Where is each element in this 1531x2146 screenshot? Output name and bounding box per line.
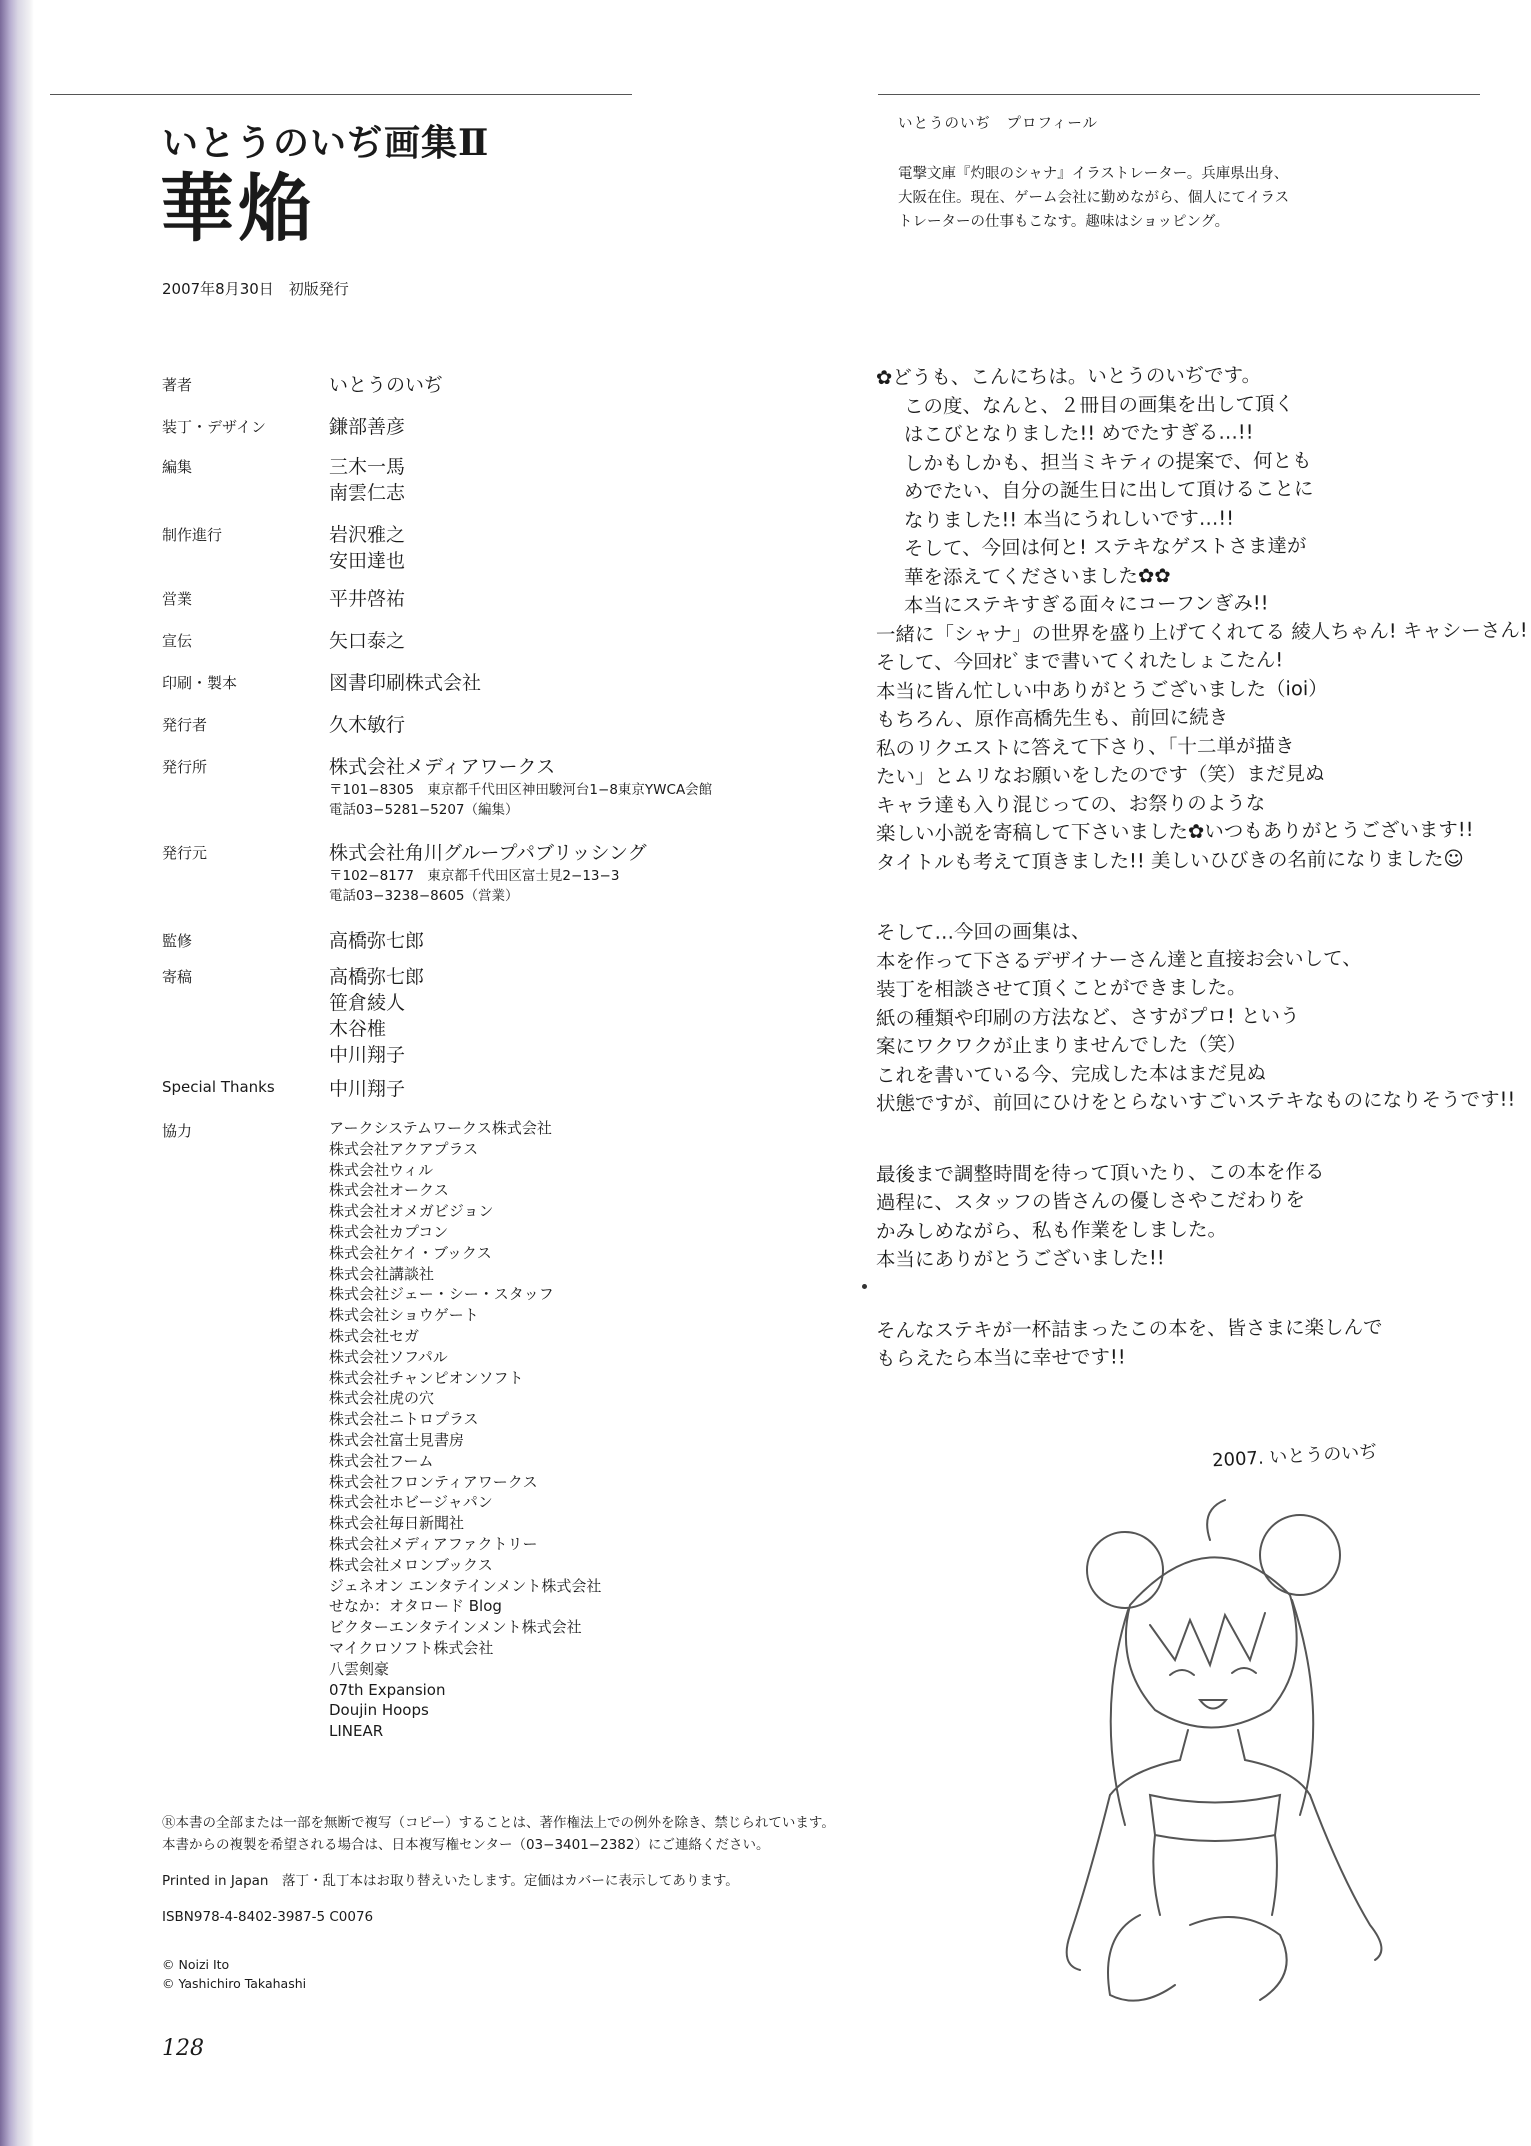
message-line: 装丁を相談させて頂くことができました。 (875, 975, 1247, 1002)
credit-value: 高橋弥七郎 (329, 930, 425, 952)
notice-line: Ⓡ本書の全部または一部を無断で複写（コピー）することは、著作権法上での例外を除き、禁じられています。 (162, 1815, 835, 1831)
message-line: タイトルも考えて頂きました!! 美しいひびきの名前になりました☺ (875, 846, 1464, 874)
credit-value: 株式会社チャンピオンソフト (329, 1368, 524, 1387)
message-line: この度、なんと、２冊目の画集を出して頂く (903, 391, 1295, 418)
credit-value: 株式会社メディアファクトリー (329, 1534, 538, 1553)
credit-value: 株式会社講談社 (329, 1264, 435, 1283)
credit-values (329, 964, 424, 1068)
credit-value: 株式会社富士見書房 (329, 1430, 465, 1449)
message-line: 華を添えてくださいました✿✿ (903, 563, 1171, 589)
message-paragraph (875, 362, 1528, 875)
credit-value: 図書印刷株式会社 (329, 672, 482, 694)
credit-value: 安田達也 (329, 550, 406, 572)
credit-value: 株式会社オークス (329, 1181, 449, 1200)
copyright-holders (162, 1955, 306, 1993)
profile-body (898, 162, 1338, 234)
message-line: そんなステキが一杯詰まったこの本を、皆さまに楽しんで (875, 1315, 1383, 1342)
message-line: 私のリクエストに答えて下さり、「十二単が描き (875, 733, 1295, 760)
credit-value: 木谷椎 (329, 1018, 387, 1040)
header-rule-left (50, 94, 632, 95)
credit-value: 八雲剣豪 (329, 1659, 390, 1678)
credit-value: 株式会社セガ (329, 1326, 420, 1345)
credit-value: 平井啓祐 (329, 588, 406, 610)
credit-value: 笹倉綾人 (329, 992, 406, 1014)
credit-value: ジェネオン エンタテインメント株式会社 (329, 1576, 602, 1595)
credit-value: マイクロソフト株式会社 (329, 1638, 494, 1657)
credit-value: 高橋弥七郎 (329, 966, 425, 988)
message-line: なりました!! 本当にうれしいです…!! (903, 506, 1235, 532)
copyright-holder: © Yashichiro Takahashi (162, 1976, 307, 1991)
credit-values (329, 586, 405, 612)
credit-value: 南雲仁志 (329, 482, 406, 504)
message-line: そして、今回ｵﾋﾞまで書いてくれたしょこたん! (875, 648, 1284, 675)
credit-value: 矢口泰之 (329, 630, 406, 652)
credit-label: 著者 (162, 376, 193, 394)
credit-value: 株式会社ウィル (329, 1160, 434, 1179)
credit-values (329, 1076, 405, 1102)
printed-note: Printed in Japan 落丁・乱丁本はお取り替えいたします。定価はカバーに表示してあります。 (162, 1873, 739, 1889)
page-number: 128 (162, 2036, 204, 2061)
credit-value: 株式会社メロンブックス (329, 1555, 493, 1574)
credit-value: 07th Expansion (329, 1680, 446, 1699)
profile-line: トレーターの仕事もこなす。趣味はショッピング。 (898, 214, 1230, 230)
credit-values (329, 1118, 601, 1742)
credit-values (329, 628, 405, 654)
handwritten-message (875, 362, 1528, 1414)
message-paragraph (875, 917, 1516, 1117)
notice-line: 本書からの複製を希望される場合は、日本複写権センター（03−3401−2382）にご連絡ください。 (162, 1837, 770, 1853)
credit-value: 株式会社ソフパル (329, 1347, 448, 1366)
message-line: 本当にステキすぎる面々にコーフンぎみ!! (903, 591, 1269, 617)
binding-edge (0, 0, 34, 2146)
book-title: 華焔 (160, 166, 316, 252)
copyright-holder: © Noizi Ito (162, 1957, 230, 1972)
message-line: 紙の種類や印刷の方法など、さすがプロ! という (875, 1003, 1300, 1030)
credit-label: 編集 (162, 458, 193, 476)
message-line: 一緒に「シャナ」の世界を盛り上げてくれてる 綾人ちゃん! キャシーさん! (875, 618, 1528, 646)
message-line: これを書いている今、完成した本はまだ見ぬ (875, 1060, 1267, 1087)
credit-value: 三木一馬 (329, 456, 406, 478)
bullet-dot (862, 1284, 867, 1289)
credit-value: 株式会社ショウゲート (329, 1306, 479, 1325)
credit-label: 寄稿 (162, 968, 193, 986)
credit-label: 制作進行 (162, 526, 223, 544)
credit-value: 株式会社アクアプラス (329, 1139, 479, 1158)
credit-value: 株式会社ケイ・ブックス (329, 1243, 492, 1262)
credit-value: 久木敏行 (329, 714, 406, 736)
message-line: かみしめながら、私も作業をしました。 (875, 1217, 1228, 1243)
credit-values (329, 840, 647, 906)
message-line: たい」とムリなお願いをしたのです（笑）まだ見ぬ (875, 762, 1325, 789)
message-line: 楽しい小説を寄稿して下さいました✿いつもありがとうございます!! (875, 817, 1474, 846)
credit-value: 株式会社虎の穴 (329, 1389, 435, 1408)
message-line: はこびとなりました!! めでたすぎる…!! (903, 420, 1254, 446)
credit-value: 株式会社ホビージャパン (329, 1493, 493, 1512)
credit-label: 営業 (162, 590, 193, 608)
credit-value: いとうのいぢ (329, 374, 444, 396)
message-line: 本当にありがとうございました!! (875, 1246, 1165, 1272)
profile-line: 大阪在住。現在、ゲーム会社に勤めながら、個人にてイラス (898, 190, 1290, 206)
credit-values (329, 754, 712, 820)
copyright-notice (162, 1812, 882, 1928)
message-line: 本を作って下さるデザイナーさん達と直接お会いして、 (875, 946, 1362, 973)
profile-line: 電撃文庫『灼眼のシャナ』イラストレーター。兵庫県出身、 (898, 166, 1289, 182)
credit-values (329, 372, 443, 398)
credit-label: 印刷・製本 (162, 674, 238, 692)
message-line: めでたい、自分の誕生日に出して頂けることに (903, 477, 1314, 503)
message-paragraph (876, 1159, 1496, 1273)
credit-label: 発行元 (162, 844, 208, 862)
signature: 2007. いとうのいぢ (1211, 1441, 1378, 1472)
message-paragraph (876, 1315, 1496, 1372)
message-line: 最後まで調整時間を待って頂いたり、この本を作る (875, 1159, 1325, 1186)
message-line: 過程に、スタッフの皆さんの優しさやこだわりを (875, 1188, 1306, 1215)
credit-value: 岩沢雅之 (329, 524, 406, 546)
isbn: ISBN978-4-8402-3987-5 C0076 (162, 1909, 374, 1925)
message-line: もちろん、原作高橋先生も、前回に続き (875, 705, 1229, 732)
credit-value: 株式会社ジェー・シー・スタッフ (329, 1285, 554, 1304)
publication-date: 2007年8月30日 初版発行 (162, 280, 349, 298)
message-line: 本当に皆ん忙しい中ありがとうございました（ioi） (875, 676, 1328, 703)
credit-detail: 電話03−5281−5207（編集） (329, 802, 519, 818)
credit-label: 発行所 (162, 758, 208, 776)
credit-value: 株式会社角川グループパブリッシング (329, 842, 647, 864)
credit-value: ビクターエンタテインメント株式会社 (329, 1618, 582, 1637)
credit-label: 装丁・デザイン (162, 418, 266, 436)
credit-value: 中川翔子 (329, 1044, 406, 1066)
credit-detail: 〒101−8305 東京都千代田区神田駿河台1−8東京YWCA会館 (329, 782, 713, 798)
message-line: もらえたら本当に幸せです!! (875, 1345, 1126, 1371)
credit-label: 発行者 (162, 716, 208, 734)
credit-label: 監修 (162, 932, 193, 950)
credit-detail: 電話03−3238−8605（営業） (329, 888, 519, 904)
credit-detail: 〒102−8177 東京都千代田区富士見2−13−3 (329, 868, 620, 884)
credit-value: アークシステムワークス株式会社 (329, 1119, 552, 1137)
message-line: 状態ですが、前回にひけをとらないすごいステキなものになりそうです!! (875, 1087, 1516, 1116)
credit-value: 株式会社フーム (329, 1451, 434, 1470)
character-sketch-illustration (1010, 1495, 1410, 2015)
credit-value: 株式会社メディアワークス (329, 756, 556, 778)
message-line: しかもしかも、担当ミキティの提案で、何とも (903, 448, 1312, 475)
credit-values (329, 712, 405, 738)
message-line: キャラ達も入り混じっての、お祭りのような (875, 790, 1266, 817)
credit-values (329, 454, 405, 506)
credit-values (329, 670, 481, 696)
credit-value: Doujin Hoops (329, 1701, 429, 1720)
credit-value: 鎌部善彦 (329, 416, 406, 438)
credit-label: 宣伝 (162, 632, 193, 650)
credit-values (329, 928, 424, 954)
credit-value: 中川翔子 (329, 1078, 406, 1100)
message-line: ✿どうも、こんにちは。いとうのいぢです。 (875, 363, 1262, 390)
credit-value: 株式会社フロンティアワークス (329, 1472, 538, 1491)
profile-heading: いとうのいぢ プロフィール (898, 116, 1099, 132)
credit-value: せなか：オタロード Blog (329, 1597, 502, 1616)
message-line: そして…今回の画集は、 (875, 919, 1091, 945)
header-rule-right (878, 94, 1480, 95)
credit-values (329, 414, 405, 440)
credit-value: 株式会社ニトロプラス (329, 1410, 479, 1429)
credit-value: 株式会社オメガビジョン (329, 1202, 494, 1221)
book-series-title: いとうのいぢ画集Ⅱ (162, 122, 490, 164)
message-line: 案にワクワクが止まりませんでした（笑） (875, 1032, 1247, 1059)
credit-label: 協力 (162, 1122, 193, 1140)
credit-values (329, 522, 405, 574)
credit-value: LINEAR (329, 1722, 384, 1741)
credit-value: 株式会社カプコン (329, 1222, 449, 1241)
message-line: そして、今回は何と! ステキなゲストさま達が (903, 534, 1307, 560)
credit-value: 株式会社毎日新聞社 (329, 1514, 465, 1533)
credit-label: Special Thanks (162, 1078, 275, 1096)
